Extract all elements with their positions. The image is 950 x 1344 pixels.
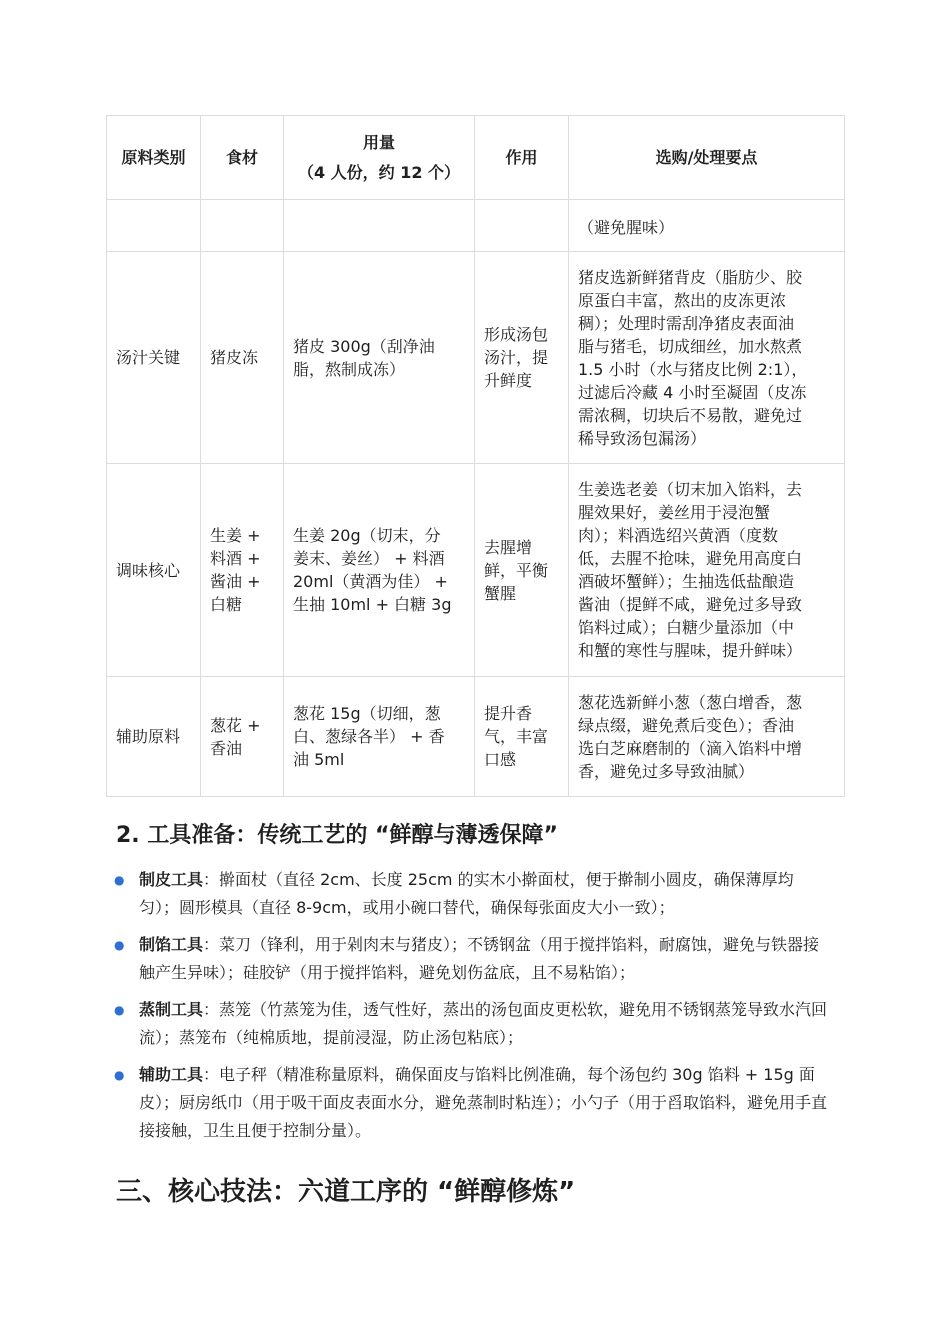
list-item xyxy=(112,1061,832,1145)
table-cell: 猪皮 300g（刮净油 脂，熬制成冻） xyxy=(284,252,475,464)
tools-list xyxy=(112,866,832,1154)
header-category: 原料类别 xyxy=(107,116,201,200)
table-cell: 调味核心 xyxy=(107,464,201,677)
table-cell xyxy=(475,200,569,252)
table-cell: 猪皮冻 xyxy=(201,252,284,464)
table-cell: 生姜 20g（切末，分 姜末、姜丝） + 料酒 20ml（黄酒为佳） + 生抽 10ml + 白糖 3g xyxy=(284,464,475,677)
table-cell xyxy=(107,200,201,252)
table-row xyxy=(107,200,845,252)
table-cell: 提升香 气，丰富 口感 xyxy=(475,677,569,797)
table-cell: 葱花 + 香油 xyxy=(201,677,284,797)
table-cell: 葱花选新鲜小葱（葱白增香，葱 绿点缀，避免煮后变色）；香油 选白芝麻磨制的（滴入馅料中增 香，避免过多导致油腻） xyxy=(569,677,845,797)
list-item-term: 制馅工具 xyxy=(139,935,204,954)
section-heading: 2. 工具准备：传统工艺的 “鲜醇与薄透保障” xyxy=(116,823,558,848)
bullet-dot-icon: ● xyxy=(114,873,125,887)
table-cell: 形成汤包 汤汁，提 升鲜度 xyxy=(475,252,569,464)
ingredients-table xyxy=(106,115,845,797)
table-row xyxy=(107,464,845,677)
list-item-term: 蒸制工具 xyxy=(139,1000,204,1019)
list-item xyxy=(112,931,832,987)
list-item xyxy=(112,866,832,922)
header-amount: 用量 （4 人份，约 12 个） xyxy=(284,116,475,200)
bullet-dot-icon: ● xyxy=(114,1068,125,1082)
table-cell: 去腥增 鲜，平衡 蟹腥 xyxy=(475,464,569,677)
header-tips: 选购/处理要点 xyxy=(569,116,845,200)
table-cell: （避免腥味） xyxy=(569,200,845,252)
list-item xyxy=(112,996,832,1052)
table-cell xyxy=(284,200,475,252)
list-item-text: ：擀面杖（直径 2cm、长度 25cm 的实木小擀面杖，便于擀制小圆皮，确保薄厚均匀）；圆形模具（直径 8-9cm，或用小碗口替代，确保每张面皮大小一致）； xyxy=(139,870,794,917)
header-ingredient: 食材 xyxy=(201,116,284,200)
table-cell: 汤汁关键 xyxy=(107,252,201,464)
header-function: 作用 xyxy=(475,116,569,200)
table-cell: 生姜 + 料酒 + 酱油 + 白糖 xyxy=(201,464,284,677)
list-item-term: 辅助工具 xyxy=(139,1065,204,1084)
bullet-dot-icon: ● xyxy=(114,938,125,952)
table-row xyxy=(107,252,845,464)
table-cell: 辅助原料 xyxy=(107,677,201,797)
list-item-text: ：电子秤（精准称量原料，确保面皮与馅料比例准确，每个汤包约 30g 馅料 + 15g 面皮）；厨房纸巾（用于吸干面皮表面水分，避免蒸制时粘连）；小勺子（用于舀取馅料，避免用手直接接触，卫生且便于控制分量）。 xyxy=(139,1065,828,1140)
chapter-heading: 三、核心技法：六道工序的 “鲜醇修炼” xyxy=(116,1177,576,1207)
table-cell: 葱花 15g（切细，葱 白、葱绿各半） + 香 油 5ml xyxy=(284,677,475,797)
table-cell: 猪皮选新鲜猪背皮（脂肪少、胶 原蛋白丰富，熬出的皮冻更浓 稠）；处理时需刮净猪皮表面油 脂与猪毛，切成细丝，加水熬煮 1.5 小时（水与猪皮比例 2:1）， 过滤后冷藏 4 小时至凝固（皮冻 需浓稠，切块后不易散，避免过 稀导致汤包漏汤） xyxy=(569,252,845,464)
table-row xyxy=(107,677,845,797)
list-item-text: ：菜刀（锋利，用于剁肉末与猪皮）；不锈钢盆（用于搅拌馅料，耐腐蚀，避免与铁器接触产生异味）；硅胶铲（用于搅拌馅料，避免划伤盆底，且不易粘馅）； xyxy=(139,935,820,982)
list-item-text: ：蒸笼（竹蒸笼为佳，透气性好，蒸出的汤包面皮更松软，避免用不锈钢蒸笼导致水汽回流）；蒸笼布（纯棉质地，提前浸湿，防止汤包粘底）； xyxy=(139,1000,828,1047)
table-header-row xyxy=(107,116,845,200)
list-item-term: 制皮工具 xyxy=(139,870,204,889)
table-cell: 生姜选老姜（切末加入馅料，去 腥效果好，姜丝用于浸泡蟹 肉）；料酒选绍兴黄酒（度数 低，去腥不抢味，避免用高度白 酒破坏蟹鲜）；生抽选低盐酿造 酱油（提鲜不咸，避免过多导致 馅料过咸）；白糖少量添加（中 和蟹的寒性与腥味，提升鲜味） xyxy=(569,464,845,677)
table-cell xyxy=(201,200,284,252)
bullet-dot-icon: ● xyxy=(114,1003,125,1017)
